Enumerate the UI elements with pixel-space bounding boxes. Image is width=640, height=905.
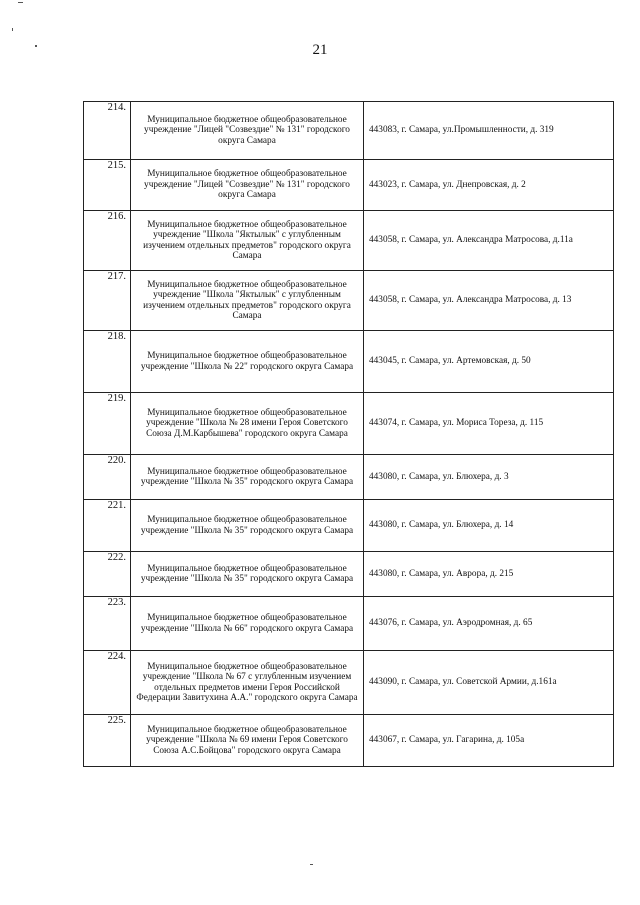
table-row [84,271,614,331]
organization-name: Муниципальное бюджетное общеобразовательное учреждение "Школа № 66" городского округа Самара [131,597,364,651]
organization-address: 443076, г. Самара, ул. Аэродромная, д. 65 [364,597,614,651]
organization-address: 443058, г. Самара, ул. Александра Матросова, д.11а [364,211,614,271]
table-row [84,715,614,767]
organization-name: Муниципальное бюджетное общеобразовательное учреждение "Школа "Яктылык" с углубленным изучением отдельных предметов" городского округа Самара [131,211,364,271]
organization-address: 443074, г. Самара, ул. Мориса Тореза, д. 115 [364,393,614,455]
organization-name: Муниципальное бюджетное общеобразовательное учреждение "Школа № 35" городского округа Самара [131,455,364,500]
row-number: 222. [84,552,131,597]
organization-name: Муниципальное бюджетное общеобразовательное учреждение "Школа № 35" городского округа Самара [131,552,364,597]
row-number: 224. [84,651,131,715]
organization-address: 443067, г. Самара, ул. Гагарина, д. 105а [364,715,614,767]
organization-address: 443058, г. Самара, ул. Александра Матросова, д. 13 [364,271,614,331]
organization-name: Муниципальное бюджетное общеобразовательное учреждение "Школа № 69 имени Героя Советского Союза А.С.Бойцова" городского округа Самара [131,715,364,767]
row-number: 219. [84,393,131,455]
row-number: 220. [84,455,131,500]
organization-address: 443083, г. Самара, ул.Промышленности, д. 319 [364,102,614,160]
organization-name: Муниципальное бюджетное общеобразовательное учреждение "Школа № 28 имени Героя Советского Союза Д.М.Карбышева" городского округа Самара [131,393,364,455]
row-number: 217. [84,271,131,331]
organization-address: 443090, г. Самара, ул. Советской Армии, д.161а [364,651,614,715]
organization-address: 443080, г. Самара, ул. Блюхера, д. 14 [364,500,614,552]
organization-name: Муниципальное бюджетное общеобразовательное учреждение "Лицей "Созвездие" № 131" городского округа Самара [131,102,364,160]
table-row [84,597,614,651]
registry-table [83,101,614,767]
organization-name: Муниципальное бюджетное общеобразовательное учреждение "Школа № 22" городского округа Самара [131,331,364,393]
organization-address: 443023, г. Самара, ул. Днепровская, д. 2 [364,160,614,211]
row-number: 214. [84,102,131,160]
organization-name: Муниципальное бюджетное общеобразовательное учреждение "Школа № 35" городского округа Самара [131,500,364,552]
scan-mark [12,28,13,31]
organization-name: Муниципальное бюджетное общеобразовательное учреждение "Школа "Яктылык" с углубленным изучением отдельных предметов" городского округа Самара [131,271,364,331]
row-number: 215. [84,160,131,211]
row-number: 225. [84,715,131,767]
organization-address: 443080, г. Самара, ул. Блюхера, д. 3 [364,455,614,500]
table-row [84,393,614,455]
scan-mark [310,864,313,865]
page-number: 21 [312,42,328,58]
organization-name: Муниципальное бюджетное общеобразовательное учреждение "Школа № 67 с углубленным изучением отдельных предметов имени Героя Российской Федерации Завитухина А.А." городского округа Самара [131,651,364,715]
organization-address: 443080, г. Самара, ул. Аврора, д. 215 [364,552,614,597]
table-row [84,455,614,500]
table-row [84,160,614,211]
table-row [84,331,614,393]
row-number: 216. [84,211,131,271]
table-row [84,651,614,715]
table-row [84,500,614,552]
row-number: 223. [84,597,131,651]
table-row [84,552,614,597]
row-number: 221. [84,500,131,552]
organization-address: 443045, г. Самара, ул. Артемовская, д. 50 [364,331,614,393]
organization-name: Муниципальное бюджетное общеобразовательное учреждение "Лицей "Созвездие" № 131" городского округа Самара [131,160,364,211]
table-row [84,102,614,160]
table-row [84,211,614,271]
scan-mark [18,2,23,3]
row-number: 218. [84,331,131,393]
